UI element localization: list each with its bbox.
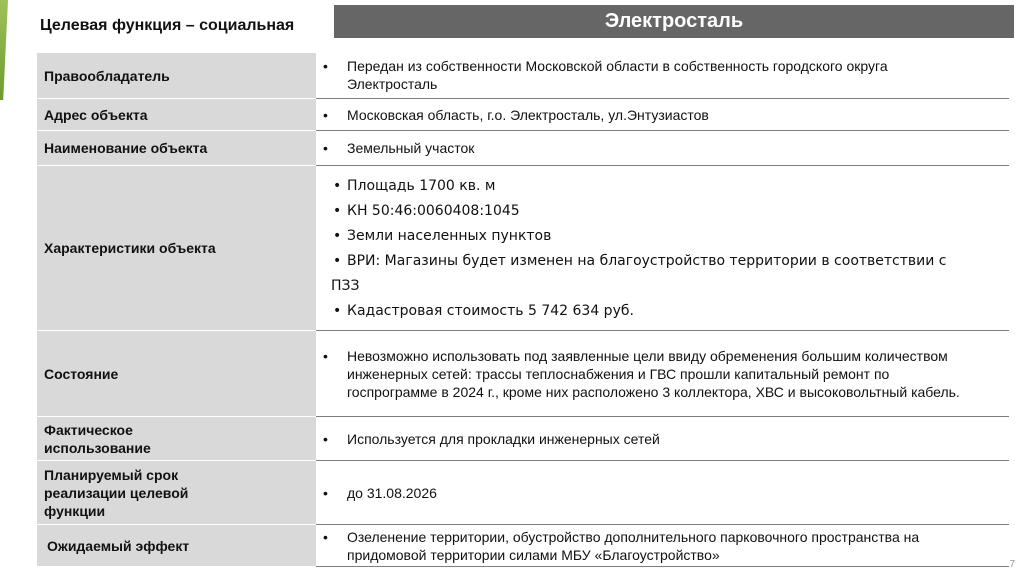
bullet-icon: • bbox=[323, 58, 328, 75]
bullet-icon: • bbox=[323, 347, 328, 364]
row-label-actual-use: Фактическое использование bbox=[37, 417, 316, 461]
row-value-actual-use: Используется для прокладки инженерных сетей bbox=[347, 430, 660, 447]
bullet-icon: • bbox=[333, 253, 342, 269]
row-value-owner: Передан из собственности Московской области в собственность городского округа Электросталь bbox=[347, 58, 888, 93]
bullet-icon: • bbox=[323, 528, 328, 545]
bullet-icon: • bbox=[333, 203, 342, 219]
row-value-effect: Озеленение территории, обустройство дополнительного парковочного пространства на придомовой территории силами МБУ «Благоустройство» bbox=[347, 528, 920, 563]
table-row-effect bbox=[37, 525, 1009, 567]
list-item-continuation: ПЗЗ bbox=[331, 278, 360, 294]
row-value-state: Невозможно использовать под заявленные цели ввиду обременения большим количеством инженерных сетей: трассы теплоснабжения и ГВС прошли капитальный ремонт по госпрограмме в 2024 г., кроме них расположено 3 коллектора, ХВС и высоковольтный кабель. bbox=[347, 347, 960, 400]
city-name: Электросталь bbox=[604, 10, 744, 32]
row-value-name: Земельный участок bbox=[347, 140, 475, 156]
row-label-characteristics: Характеристики объекта bbox=[37, 166, 316, 331]
table-row-owner bbox=[37, 53, 1009, 99]
city-header bbox=[334, 5, 1014, 38]
list-item: • Площадь 1700 кв. м bbox=[321, 174, 1009, 199]
page-title: Целевая функция – социальная bbox=[40, 17, 295, 34]
table-row-actual-use bbox=[37, 417, 1009, 461]
list-item: • КН 50:46:0060408:1045 bbox=[321, 199, 1009, 224]
row-label-name: Наименование объекта bbox=[37, 131, 316, 166]
list-item: • Кадастровая стоимость 5 742 634 руб. bbox=[321, 299, 1009, 324]
table-row-address bbox=[37, 99, 1009, 131]
row-value-address: Московская область, г.о. Электросталь, ул.Энтузиастов bbox=[347, 106, 709, 123]
row-label-address: Адрес объекта bbox=[37, 99, 316, 131]
bullet-icon: • bbox=[333, 228, 342, 244]
row-label-effect: Ожидаемый эффект bbox=[37, 525, 316, 567]
characteristics-list bbox=[321, 168, 1009, 328]
bullet-icon: • bbox=[323, 430, 328, 447]
table-row-name bbox=[37, 131, 1009, 166]
bullet-icon: • bbox=[323, 106, 328, 123]
page-number: 7 bbox=[1009, 559, 1015, 570]
row-label-deadline: Планируемый срок реализации целевой функции bbox=[37, 461, 316, 525]
info-table bbox=[37, 52, 1009, 567]
bullet-icon: • bbox=[333, 303, 342, 319]
row-value-deadline: до 31.08.2026 bbox=[347, 484, 437, 501]
table-row-state bbox=[37, 331, 1009, 417]
bullet-icon: • bbox=[333, 178, 342, 194]
decorative-accent-bar bbox=[0, 0, 8, 100]
list-item: • Земли населенных пунктов bbox=[321, 224, 1009, 249]
row-label-state: Состояние bbox=[37, 331, 316, 417]
list-item: • ВРИ: Магазины будет изменен на благоустройство территории в соответствии с bbox=[321, 249, 1009, 274]
row-label-owner: Правообладатель bbox=[37, 53, 316, 99]
table-row-deadline bbox=[37, 461, 1009, 525]
bullet-icon: • bbox=[323, 484, 328, 501]
bullet-icon: • bbox=[323, 140, 328, 156]
table-row-characteristics bbox=[37, 166, 1009, 331]
